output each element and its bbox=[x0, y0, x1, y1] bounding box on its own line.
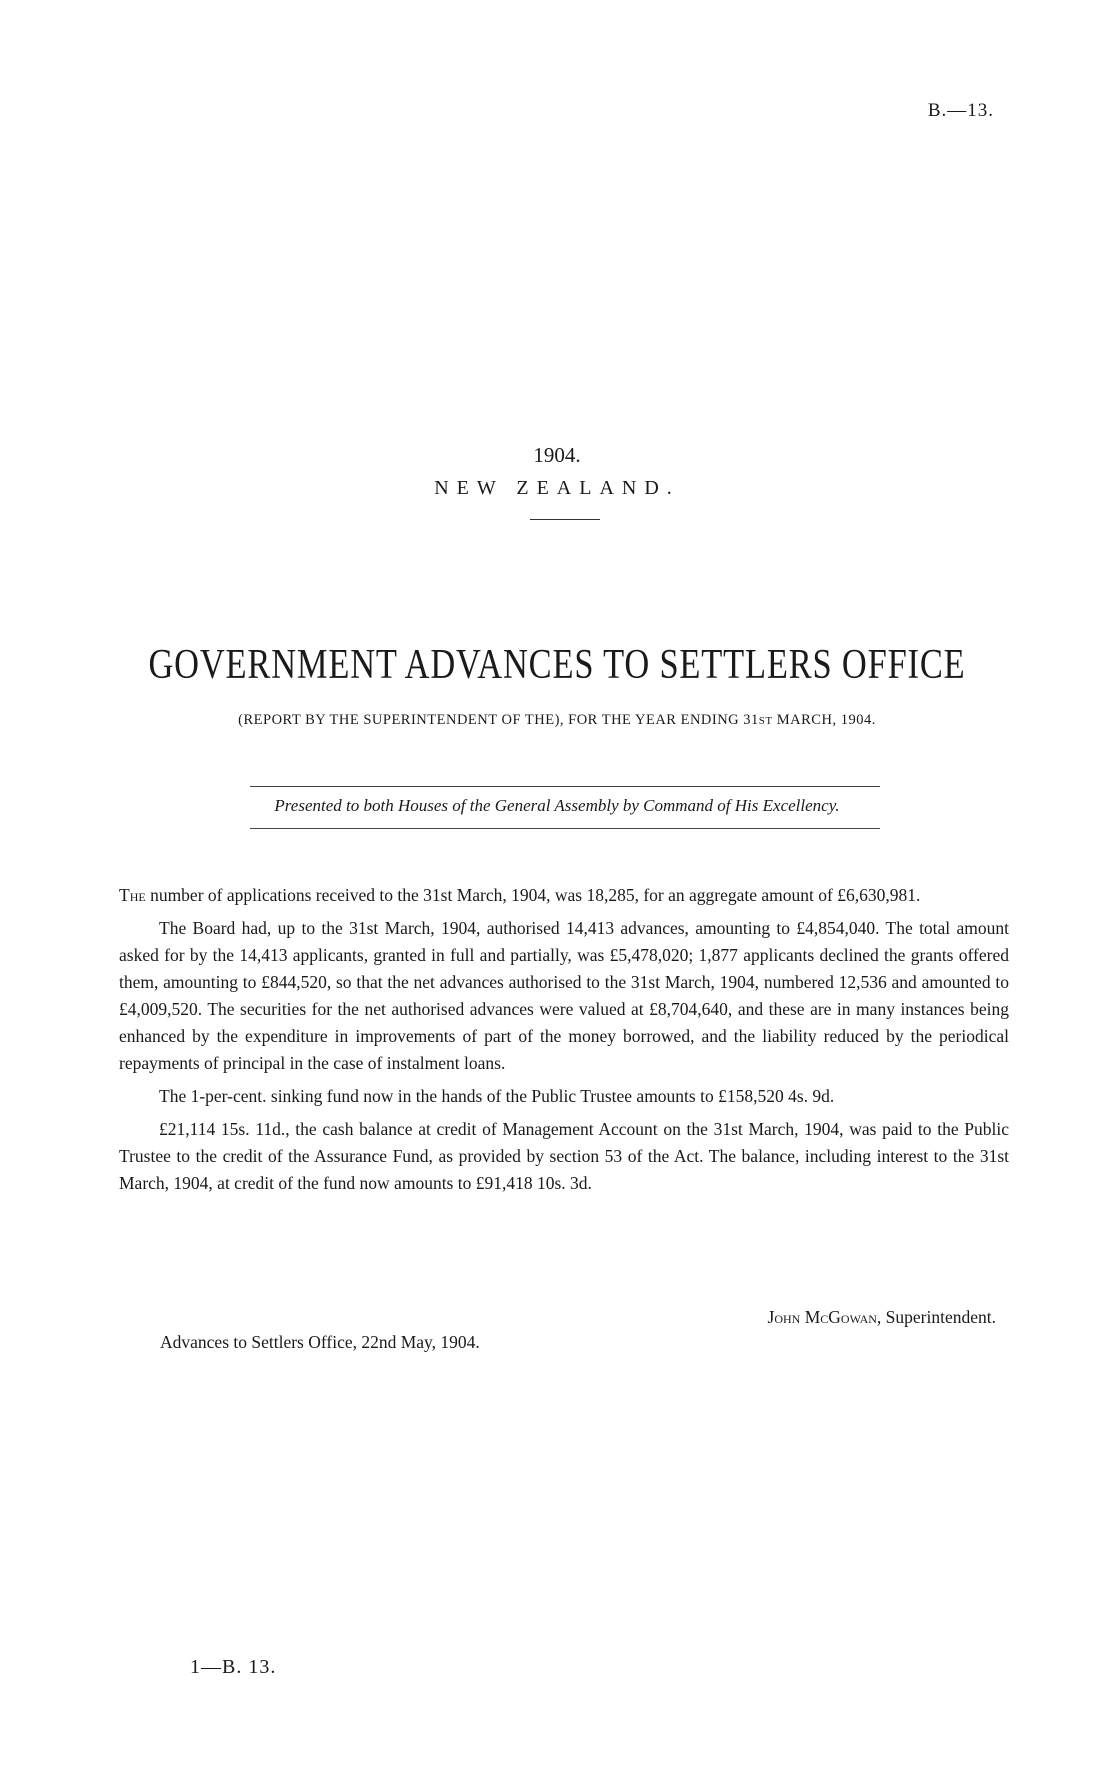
signature-name: John McGowan bbox=[767, 1307, 877, 1327]
title-divider bbox=[530, 519, 600, 520]
paragraph-sinking-fund: The 1-per-cent. sinking fund now in the hands of the Public Trustee amounts to £158,520 4s. 9d. bbox=[159, 1086, 835, 1106]
page-footer-reference: 1—B. 13. bbox=[190, 1656, 277, 1678]
subtitle-part1: (REPORT BY THE SUPERINTENDENT OF THE), FOR THE YEAR ENDING 31 bbox=[238, 712, 759, 728]
paragraph-cash-balance: £21,114 15s. 11d., the cash balance at credit of Management Account on the 31st March, 1904, was paid to the Public Trustee to the credit of the Assurance Fund, as provided by section 53 of the Act. The balance, including interest to the 31st March, 1904, at credit of the fund now amounts to £91,418 10s. 3d. bbox=[119, 1119, 1009, 1193]
signature-role: , Superintendent. bbox=[876, 1307, 996, 1327]
document-year: 1904. bbox=[533, 443, 581, 467]
page-subtitle bbox=[0, 712, 1114, 729]
presented-bottom-rule bbox=[250, 828, 880, 829]
subtitle-part2: MARCH, 1904. bbox=[772, 712, 876, 728]
subtitle-ordinal: ST bbox=[758, 715, 773, 727]
presented-line: Presented to both Houses of the General Assembly by Command of His Excellency. bbox=[274, 796, 840, 815]
report-body bbox=[119, 882, 1009, 1203]
paragraph-lead: The bbox=[119, 885, 146, 905]
presented-top-rule bbox=[250, 786, 880, 787]
document-country: NEW ZEALAND. bbox=[434, 477, 680, 499]
paragraph-applications-text: number of applications received to the 31st March, 1904, was 18,285, for an aggregate amount of £6,630,981. bbox=[145, 885, 921, 905]
page-title: GOVERNMENT ADVANCES TO SETTLERS OFFICE bbox=[148, 642, 966, 688]
paragraph-advances: The Board had, up to the 31st March, 1904, authorised 14,413 advances, amounting to £4,854,040. The total amount asked for by the 14,413 applicants, granted in full and partially, was £5,478,020; 1,877 applicants declined the grants offered them, amounting to £844,520, so that the net advances authorised to the 31st March, 1904, numbered 12,536 and amounted to £4,009,520. The securities for the net authorised advances were valued at £8,704,640, and these are in many instances being enhanced by the expenditure in improvements of part of the money borrowed, and the liability reduced by the periodical repayments of principal in the case of instalment loans. bbox=[119, 918, 1009, 1073]
paragraph-applications bbox=[119, 882, 1009, 909]
signature bbox=[768, 1307, 996, 1328]
office-date-line: Advances to Settlers Office, 22nd May, 1904. bbox=[160, 1332, 480, 1352]
document-reference: B.—13. bbox=[927, 100, 994, 121]
